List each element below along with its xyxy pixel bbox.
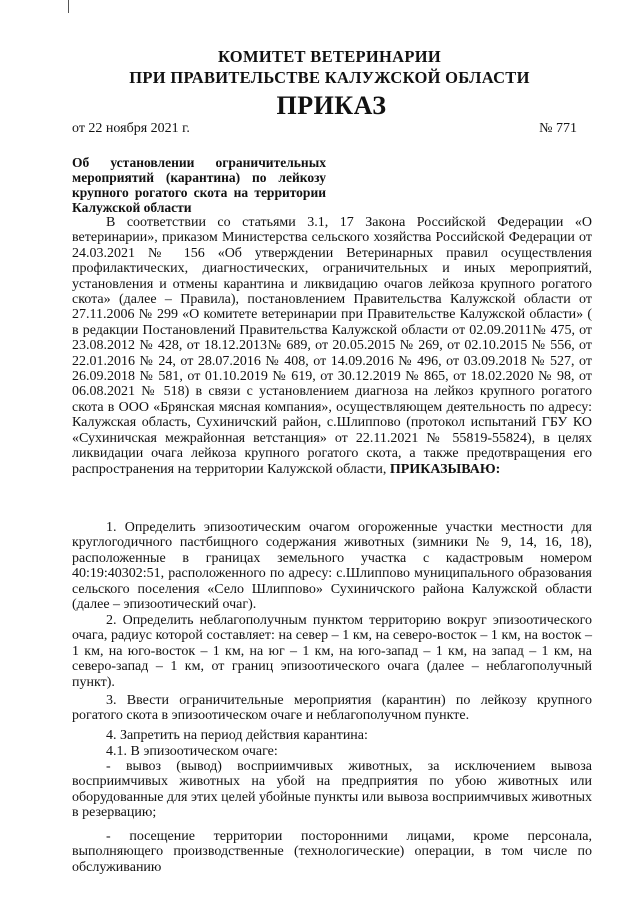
- clause-2: [72, 613, 592, 690]
- subject-line: Калужской области: [72, 200, 192, 215]
- order-number: № 771: [539, 121, 577, 136]
- committee-name-line1: КОМИТЕТ ВЕТЕРИНАРИИ: [217, 47, 442, 66]
- clause-3: [72, 693, 592, 724]
- command-word: ПРИКАЗЫВАЮ:: [389, 461, 501, 477]
- committee-name-line2: ПРИ ПРАВИТЕЛЬСТВЕ КАЛУЖСКОЙ ОБЛАСТИ: [129, 68, 530, 87]
- preamble-block: [72, 215, 592, 477]
- order-date: от 22 ноября 2021 г.: [72, 121, 190, 136]
- scan-mark: [68, 0, 69, 13]
- subject-line: крупного рогатого скота на территории: [72, 185, 326, 200]
- preamble-text: В соответствии со статьями 3.1, 17 Закона Российской Федерации «О ветеринарии», приказом Министерства сельского хозяйства Российской Федерации от 24.03.2021 № 156 «Об утверждении Ветеринарных правил осуществления профилактических, диагностических, ограничительных и иных мероприятий, установления и отмены карантина и ликвидацию очагов лейкоза крупного рогатого скота» (далее – Правила), постановлением Правительства Калужской области от 27.11.2006 № 299 «О комитете ветеринарии при Правительстве Калужской области» ( в редакции Постановлений Правительства Калужской области от 02.09.2011№ 475, от 23.08.2012 № 428, от 18.12.2013№ 689, от 20.05.2015 № 269, от 02.10.2015 № 556, от 22.01.2016 № 24, от 28.07.2016 № 408, от 14.09.2016 № 496, от 03.09.2018 № 527, от 26.09.2018 № 581, от 01.10.2019 № 619, от 30.12.2019 № 865, от 18.02.2020 № 98, от 06.08.2021 № 518) в связи с установлением диагноза на лейкоз крупного рогатого скота в ООО «Брянская мясная компания», осуществляющем деятельность по адресу: Калужская область, Сухиничский район, с.Шлиппово (протокол испытаний ГБУ КО «Сухиничская межрайонная ветстанция» от 22.11.2021 № 55819-55824), в целях ликвидации очага лейкоза крупного рогатого скота, а также предотвращения его распространения на территории Калужской области,: [72, 215, 592, 477]
- clause-4: [72, 728, 592, 743]
- clause-4-text: 4. Запретить на период действия карантина:: [106, 728, 368, 743]
- clause-4-1-text: 4.1. В эпизоотическом очаге:: [106, 744, 278, 759]
- clause-1: [72, 520, 592, 612]
- subject-line: Об установлении ограничительных: [72, 155, 326, 170]
- clause-4-1-item-a-text: - вывоз (вывод) восприимчивых животных, за исключением вывоза восприимчивых животных на убой на предприятия по убою животных или оборудованные для этих целей убойные пункты или вывоза восприимчивых животных в резервацию;: [72, 759, 592, 821]
- clause-4-1-item-b: [72, 829, 592, 875]
- preamble-paragraph: [72, 215, 592, 477]
- clause-3-text: 3. Ввести ограничительные мероприятия (карантин) по лейкозу крупного рогатого скота в эпизоотическом очаге и неблагополучном пункте.: [72, 693, 592, 724]
- subject-line: мероприятий (карантина) по лейкозу: [72, 170, 326, 185]
- order-subject: [72, 155, 326, 215]
- clause-2-text: 2. Определить неблагополучным пунктом территорию вокруг эпизоотического очага, радиус которой составляет: на север – 1 км, на северо-восток – 1 км, на восток – 1 км, на юго-восток – 1 км, на юг – 1 км, на юго-запад – 1 км, на запад – 1 км, на северо-запад – 1 км, от границ эпизоотического очага (далее – неблагополучный пункт).: [72, 613, 592, 690]
- document-type-title: ПРИКАЗ: [276, 91, 387, 120]
- clause-4-1: [72, 744, 592, 759]
- clause-1-text: 1. Определить эпизоотическим очагом огороженные участки местности для круглогодичного пастбищного содержания животных (зимники № 9, 14, 16, 18), расположенные в границах земельного участка с кадастровым номером 40:19:40302:51, расположенного по адресу: с.Шлиппово муниципального образования сельского поселения «Село Шлиппово» Сухиничского района Калужской области (далее – эпизоотический очаг).: [72, 520, 592, 613]
- date-number-line: [72, 121, 577, 137]
- clause-4-1-item-b-text: - посещение территории посторонними лицами, кроме персонала, выполняющего производственные (технологические) операции, в том числе по обслуживанию: [72, 829, 592, 875]
- clause-4-1-item-a: [72, 759, 592, 821]
